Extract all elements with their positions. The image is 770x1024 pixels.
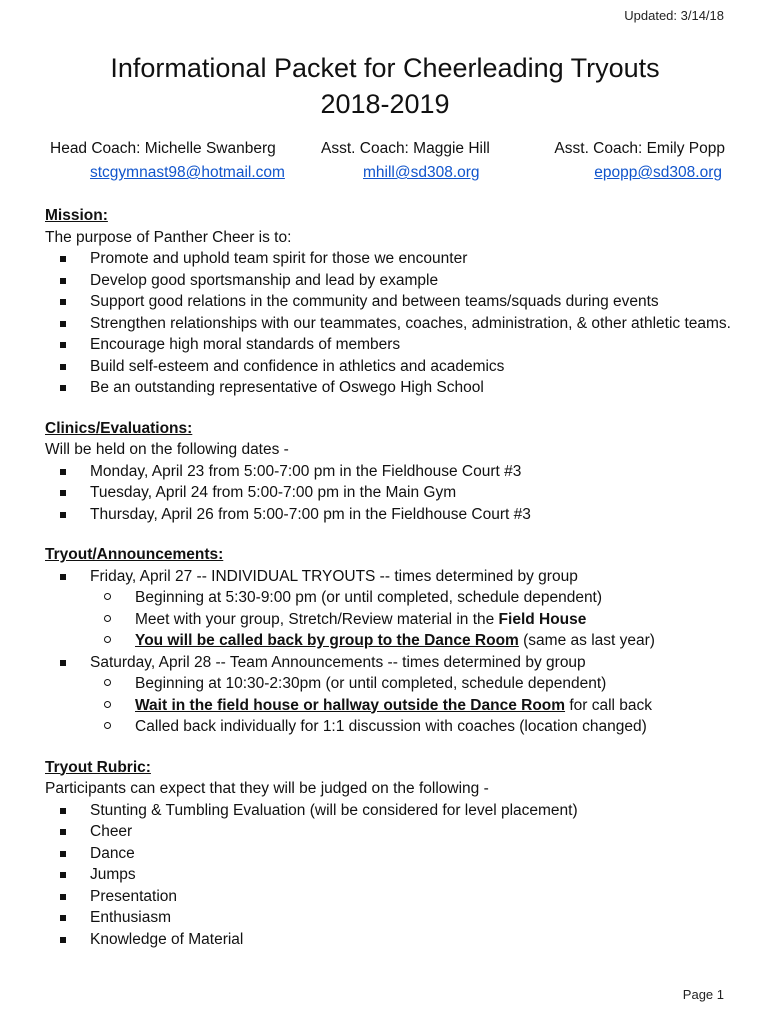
coach-contacts bbox=[45, 140, 725, 186]
mission-item: Encourage high moral standards of members bbox=[45, 334, 735, 356]
friday-detail-item bbox=[90, 609, 735, 631]
rubric-item: Presentation bbox=[45, 886, 735, 908]
friday-label: Friday, April 27 -- INDIVIDUAL TRYOUTS -- times determined by group bbox=[90, 567, 578, 585]
rubric-item: Knowledge of Material bbox=[45, 929, 735, 951]
saturday-label: Saturday, April 28 -- Team Announcements -- times determined by group bbox=[90, 653, 586, 671]
coach-emails-row bbox=[45, 164, 725, 186]
saturday-detail-text: for call back bbox=[565, 696, 653, 714]
clinics-heading: Clinics/Evaluations: bbox=[45, 419, 193, 437]
clinics-section bbox=[45, 418, 735, 526]
asst-coach-hill-email-link[interactable]: mhill@sd308.org bbox=[363, 164, 480, 181]
saturday-detail-item: Beginning at 10:30-2:30pm (or until completed, schedule dependent) bbox=[90, 673, 735, 695]
mission-item: Support good relations in the community and between teams/squads during events bbox=[45, 291, 735, 313]
field-house-emphasis: Field House bbox=[498, 610, 587, 628]
clinic-date-item: Thursday, April 26 from 5:00-7:00 pm in the Fieldhouse Court #3 bbox=[45, 504, 735, 526]
mission-intro: The purpose of Panther Cheer is to: bbox=[45, 228, 292, 246]
mission-item: Promote and uphold team spirit for those we encounter bbox=[45, 248, 735, 270]
rubric-item: Cheer bbox=[45, 821, 735, 843]
asst-coach-popp-email-link[interactable]: epopp@sd308.org bbox=[594, 164, 722, 181]
rubric-item: Stunting & Tumbling Evaluation (will be considered for level placement) bbox=[45, 800, 735, 822]
rubric-item: Jumps bbox=[45, 864, 735, 886]
saturday-detail-item bbox=[90, 695, 735, 717]
asst-coach-hill-name: Asst. Coach: Maggie Hill bbox=[321, 140, 490, 157]
tryout-friday-item bbox=[45, 566, 735, 652]
saturday-detail-item: Called back individually for 1:1 discussion with coaches (location changed) bbox=[90, 716, 735, 738]
tryout-saturday-item bbox=[45, 652, 735, 738]
clinic-date-item: Tuesday, April 24 from 5:00-7:00 pm in the Main Gym bbox=[45, 482, 735, 504]
clinics-list bbox=[45, 461, 735, 526]
mission-item: Develop good sportsmanship and lead by example bbox=[45, 270, 735, 292]
document-title: Informational Packet for Cheerleading Tryouts bbox=[110, 53, 660, 83]
document-year: 2018-2019 bbox=[320, 89, 450, 119]
rubric-list bbox=[45, 800, 735, 951]
tryout-heading: Tryout/Announcements: bbox=[45, 546, 224, 563]
mission-list bbox=[45, 248, 735, 399]
coach-roles-row bbox=[45, 140, 725, 162]
wait-location-emphasis: Wait in the field house or hallway outside the Dance Room bbox=[135, 696, 566, 714]
mission-heading: Mission: bbox=[45, 207, 108, 224]
head-coach-email-link[interactable]: stcgymnast98@hotmail.com bbox=[90, 164, 285, 181]
friday-detail-text: Meet with your group, Stretch/Review material in the bbox=[135, 610, 499, 628]
mission-section bbox=[45, 205, 735, 399]
clinic-date-item: Monday, April 23 from 5:00-7:00 pm in the Fieldhouse Court #3 bbox=[45, 461, 735, 483]
rubric-heading: Tryout Rubric: bbox=[45, 758, 151, 776]
rubric-item: Enthusiasm bbox=[45, 907, 735, 929]
mission-item: Be an outstanding representative of Oswego High School bbox=[45, 377, 735, 399]
asst-coach-popp-name: Asst. Coach: Emily Popp bbox=[554, 140, 725, 157]
friday-detail-item bbox=[90, 630, 735, 652]
friday-detail-text: (same as last year) bbox=[518, 632, 655, 649]
clinics-intro: Will be held on the following dates - bbox=[45, 441, 289, 458]
tryout-section bbox=[45, 544, 735, 738]
updated-date: Updated: 3/14/18 bbox=[624, 8, 724, 23]
mission-item: Strengthen relationships with our teammates, coaches, administration, & other athletic teams. bbox=[45, 313, 735, 335]
dance-room-callback-emphasis: You will be called back by group to the Dance Room bbox=[135, 632, 519, 649]
page-number: Page 1 bbox=[682, 987, 724, 1002]
rubric-item: Dance bbox=[45, 843, 735, 865]
document-body bbox=[45, 205, 735, 964]
saturday-sublist bbox=[90, 673, 735, 738]
tryout-list bbox=[45, 566, 735, 738]
friday-sublist bbox=[90, 587, 735, 652]
rubric-intro: Participants can expect that they will be judged on the following - bbox=[45, 780, 489, 797]
rubric-section bbox=[45, 757, 735, 951]
mission-item: Build self-esteem and confidence in athletics and academics bbox=[45, 356, 735, 378]
friday-detail-item: Beginning at 5:30-9:00 pm (or until completed, schedule dependent) bbox=[90, 587, 735, 609]
head-coach-name: Head Coach: Michelle Swanberg bbox=[50, 140, 276, 157]
